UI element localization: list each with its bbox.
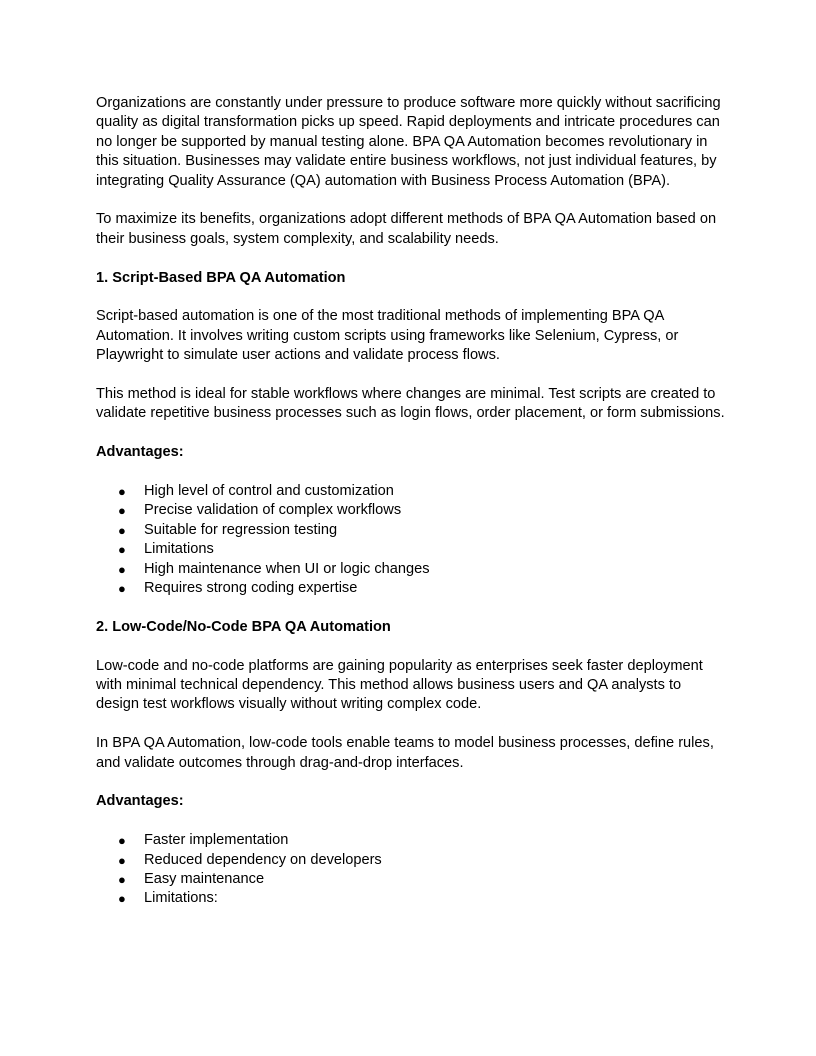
list-item: ● Limitations: [96,889,726,908]
list-item: ● Requires strong coding expertise [96,579,726,598]
list-item: ● Faster implementation [96,831,726,850]
list-item: ● Limitations [96,540,726,559]
list-item: ● High level of control and customization [96,482,726,501]
bullet-icon: ● [118,561,126,577]
bullet-icon: ● [118,503,126,519]
section-1-bullet-list [96,482,726,598]
list-item: ● Precise validation of complex workflows [96,501,726,520]
bullet-icon: ● [118,484,126,500]
list-item: ● Easy maintenance [96,870,726,889]
list-item: ● High maintenance when UI or logic changes [96,560,726,579]
bullet-icon: ● [118,852,126,868]
list-item: ● Suitable for regression testing [96,521,726,540]
list-item: ● Reduced dependency on developers [96,851,726,870]
section-1-heading: 1. Script-Based BPA QA Automation [96,269,346,286]
bullet-icon: ● [118,542,126,558]
section-2-advantages-label: Advantages: [96,793,184,810]
section-1-paragraph-2: This method is ideal for stable workflows where changes are minimal. Test scripts are created to validate repetitive business processes such as login flows, order placement, or form submissions. [96,386,725,422]
document-page [96,94,726,909]
section-2-heading: 2. Low-Code/No-Code BPA QA Automation [96,618,391,635]
section-1-advantages-label: Advantages: [96,444,184,461]
bullet-icon: ● [118,891,126,907]
section-2-paragraph-1: Low-code and no-code platforms are gaining popularity as enterprises seek faster deployment with minimal technical dependency. This method allows business users and QA analysts to design test workflows visually without writing complex code. [96,657,703,713]
bullet-icon: ● [118,872,126,888]
intro-paragraph-1: Organizations are constantly under pressure to produce software more quickly without sacrificing quality as digital transformation picks up speed. Rapid deployments and intricate procedures can no longer be supported by manual testing alone. BPA QA Automation becomes revolutionary in this situation. Businesses may validate entire business workflows, not just individual features, by integrating Quality Assurance (QA) automation with Business Process Automation (BPA). [96,95,721,189]
bullet-icon: ● [118,522,126,538]
section-2-paragraph-2: In BPA QA Automation, low-code tools enable teams to model business processes, define rules, and validate outcomes through drag-and-drop interfaces. [96,735,714,771]
intro-paragraph-2: To maximize its benefits, organizations adopt different methods of BPA QA Automation based on their business goals, system complexity, and scalability needs. [96,211,717,247]
bullet-icon: ● [118,833,126,849]
section-1-paragraph-1: Script-based automation is one of the most traditional methods of implementing BPA QA Automation. It involves writing custom scripts using frameworks like Selenium, Cypress, or Playwright to simulate user actions and validate process flows. [96,308,679,364]
section-2-bullet-list [96,831,726,909]
bullet-icon: ● [118,581,126,597]
